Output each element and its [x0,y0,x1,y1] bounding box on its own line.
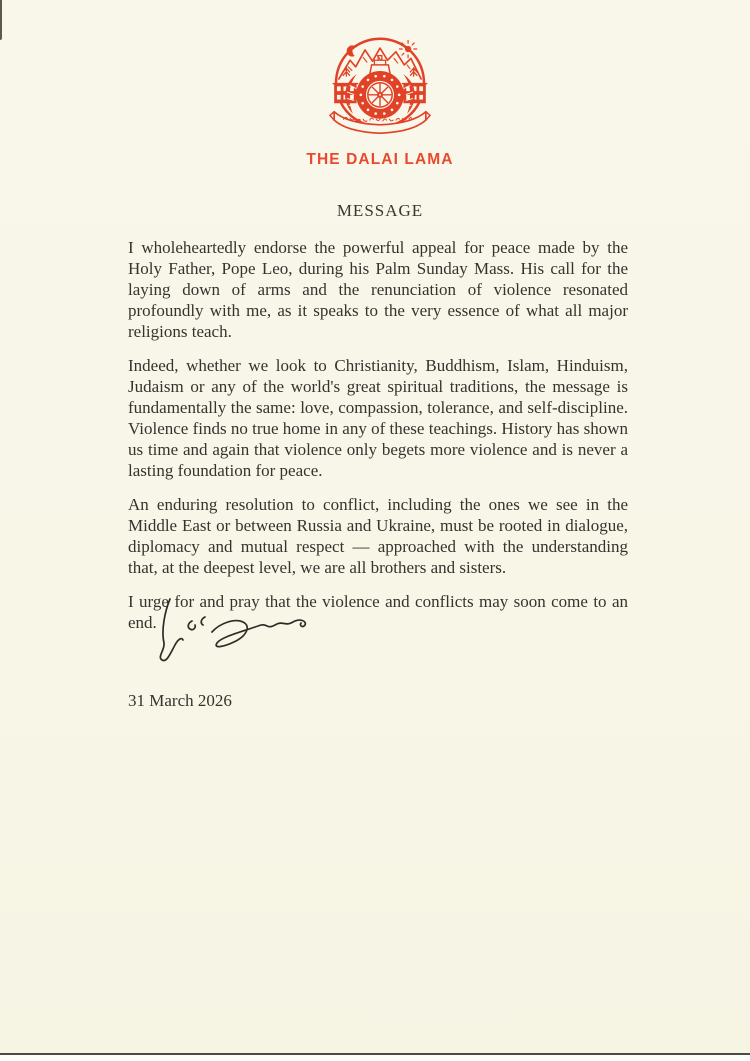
letter-paragraph-4: I urge for and pray that the violence and conflicts may soon come to an end. [128,592,628,632]
letter-paragraph-3: An enduring resolution to conflict, including the ones we see in the Middle East or between Russia and Ukraine, must be rooted in dialogue, diplomacy and mutual respect — approached with the understanding that, at the deepest level, we are all brothers and sisters. [128,495,628,577]
letter-body [128,237,628,646]
signature-handwriting [150,593,335,671]
letter-date: 31 March 2026 [128,691,232,710]
scan-edge-artifact-bottom-strip [0,1055,750,1061]
letter-title: MESSAGE [336,201,424,220]
letterhead-org-name: THE DALAI LAMA [306,151,454,168]
letterhead [130,33,630,169]
dalai-lama-seal-icon [322,33,438,138]
letter-paragraph-1: I wholeheartedly endorse the powerful appeal for peace made by the Holy Father, Pope Leo, during his Palm Sunday Mass. His call for the laying down of arms and the renunciation of violence resonated profoundly with me, as it speaks to the very essence of what all major religions teach. [128,238,628,341]
scan-edge-artifact-left [0,0,2,40]
dharma-wheel-icon [356,71,404,119]
signature-icon [150,593,335,671]
sun-icon [399,40,416,57]
letter-paragraph-2: Indeed, whether we look to Christianity, Buddhism, Islam, Hinduism, Judaism or any of the world's great spiritual traditions, the message is fundamentally the same: love, compassion, tolerance, and self-discipline. Violence finds no true home in any of these teachings. History has shown us time and again that violence only begets more violence and is never a lasting foundation for peace. [128,356,628,480]
